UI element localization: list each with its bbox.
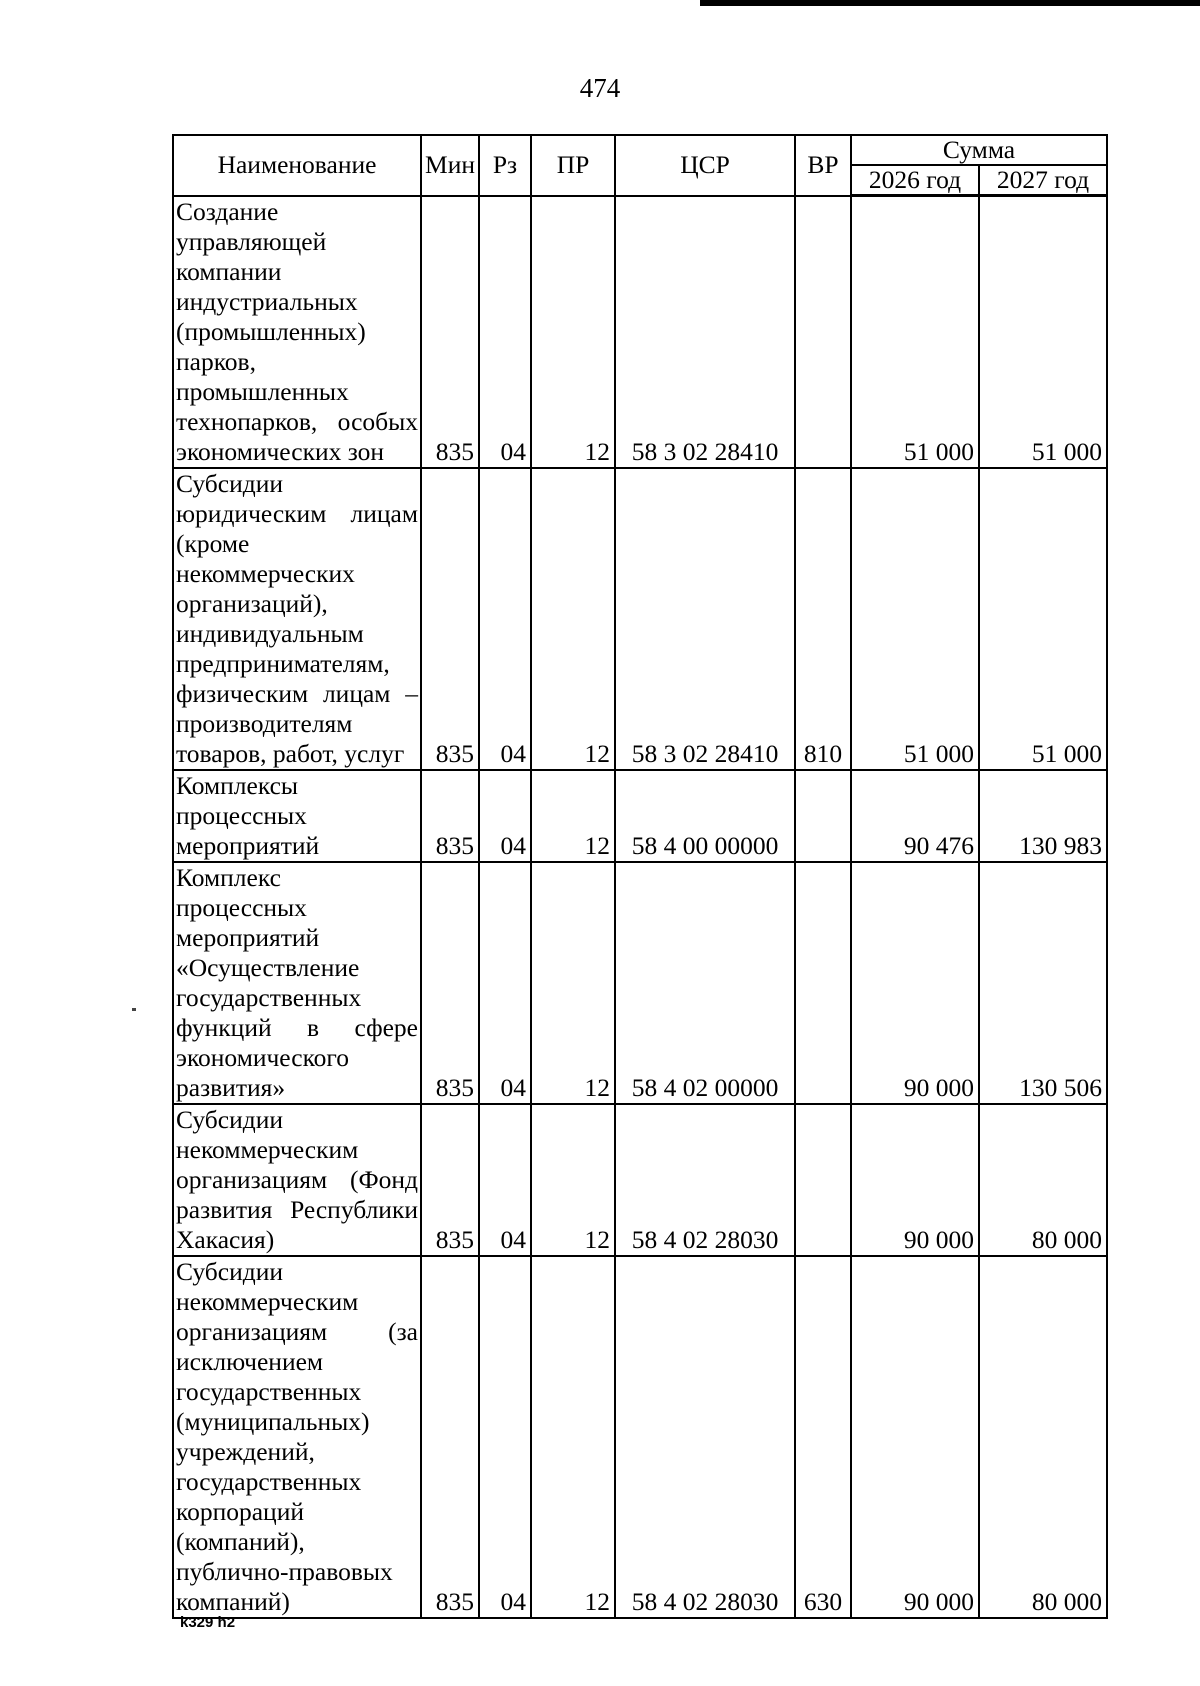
row-pr: 12 [531,770,615,862]
table-row [173,862,1107,1104]
row-csr: 58 4 02 00000 [615,862,795,1104]
row-csr: 58 4 02 28030 [615,1104,795,1256]
header-pr: ПР [531,135,615,196]
row-name: Субсидии некоммерческим организациям (Фонд развития Республики Хакасия) [173,1104,421,1256]
header-name: Наименование [173,135,421,196]
row-vr [795,1104,851,1256]
row-name: Субсидии юридическим лицам (кроме некоммерческих организаций), индивидуальным предпринимателям, физическим лицам – производителям товаров, работ, услуг [173,468,421,770]
row-rz: 04 [479,1256,531,1618]
footer-code: k329 h2 [180,1614,236,1631]
row-name: Создание управляющей компании индустриальных (промышленных) парков, промышленных технопарков, особых экономических зон [173,196,421,468]
row-min: 835 [421,196,479,468]
row-sum-2027: 51 000 [979,196,1107,468]
row-sum-2027: 80 000 [979,1256,1107,1618]
row-rz: 04 [479,1104,531,1256]
table-row [173,770,1107,862]
row-csr: 58 4 02 28030 [615,1256,795,1618]
table-row [173,196,1107,468]
row-vr [795,770,851,862]
row-pr: 12 [531,1104,615,1256]
row-min: 835 [421,1256,479,1618]
row-min: 835 [421,1104,479,1256]
row-name: Субсидии некоммерческим организациям (за исключением государственных (муниципальных) учреждений, государственных корпораций (компаний), публично-правовых компаний) [173,1256,421,1618]
header-vr: ВР [795,135,851,196]
row-sum-2026: 90 000 [851,862,979,1104]
row-sum-2027: 80 000 [979,1104,1107,1256]
table-row [173,468,1107,770]
row-vr [795,196,851,468]
row-pr: 12 [531,1256,615,1618]
row-sum-2026: 51 000 [851,196,979,468]
header-year-2026: 2026 год [851,165,979,196]
table-row [173,1256,1107,1618]
row-pr: 12 [531,468,615,770]
row-pr: 12 [531,196,615,468]
top-edge-rule [700,0,1200,6]
header-year-2027: 2027 год [979,165,1107,196]
row-name: Комплексы процессных мероприятий [173,770,421,862]
row-sum-2027: 51 000 [979,468,1107,770]
row-sum-2026: 51 000 [851,468,979,770]
row-csr: 58 3 02 28410 [615,468,795,770]
header-csr: ЦСР [615,135,795,196]
header-sum: Сумма [851,135,1107,165]
row-pr: 12 [531,862,615,1104]
row-sum-2026: 90 000 [851,1104,979,1256]
row-rz: 04 [479,862,531,1104]
row-sum-2027: 130 506 [979,862,1107,1104]
row-rz: 04 [479,770,531,862]
row-vr [795,862,851,1104]
row-sum-2026: 90 476 [851,770,979,862]
page-number: 474 [579,73,621,103]
row-rz: 04 [479,468,531,770]
row-min: 835 [421,468,479,770]
row-min: 835 [421,862,479,1104]
scan-mark [132,1008,136,1011]
row-csr: 58 3 02 28410 [615,196,795,468]
row-name: Комплекс процессных мероприятий «Осуществление государственных функций в сфере экономического развития» [173,862,421,1104]
row-sum-2026: 90 000 [851,1256,979,1618]
row-vr: 810 [795,468,851,770]
header-min: Мин [421,135,479,196]
row-vr: 630 [795,1256,851,1618]
row-csr: 58 4 00 00000 [615,770,795,862]
row-rz: 04 [479,196,531,468]
budget-table [172,134,1108,1619]
row-sum-2027: 130 983 [979,770,1107,862]
header-rz: Рз [479,135,531,196]
table-row [173,1104,1107,1256]
row-min: 835 [421,770,479,862]
